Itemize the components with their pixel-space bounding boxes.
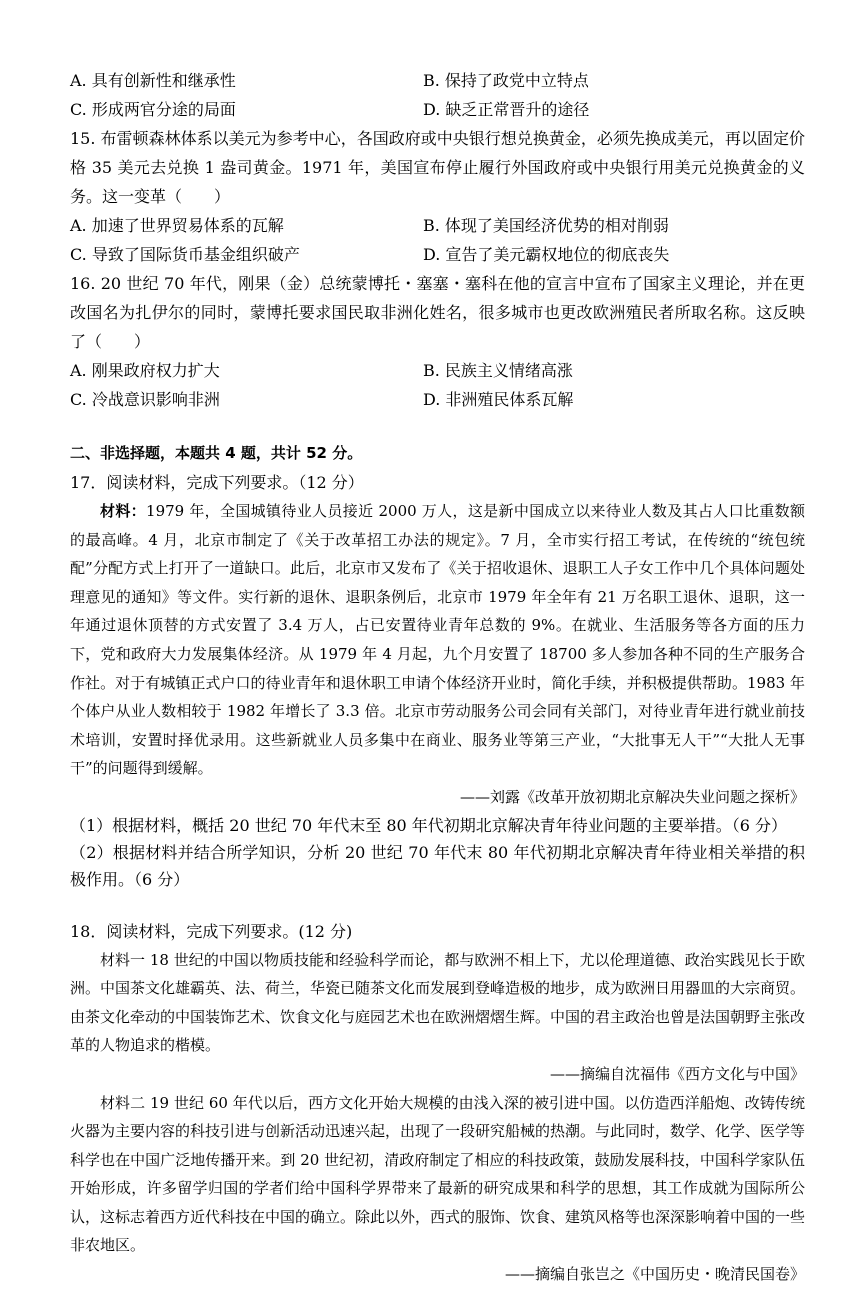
q17-stem: 17．阅读材料，完成下列要求。（12 分） — [70, 473, 364, 492]
q18-material-2: 材料二 19 世纪 60 年代以后，西方文化开始大规模的由浅入深的被引进中国。以仿造西洋船炮、改铸传统火器为主要内容的科技引进与创新活动迅速兴起，出现了一段研究船械的热潮。与此同时，数学、化学、医学等科学也在中国广泛地传播开来。到 20 世纪初，清政府制定了相应的科技政策，鼓励发展科技，中国科学家队伍开始形成，许多留学归国的学者们给中国科学界带来了最新的研究成果和科学的思想，其工作成就为国际所公认，这标志着西方近代科技在中国的确立。除此以外，西式的服饰、饮食、建筑风格等也深深影响着中国的一些非农地区。 — [70, 1093, 806, 1255]
q15-stem: 15. 布雷顿森林体系以美元为参考中心，各国政府或中央银行想兑换黄金，必须先换成美元，再以固定价格 35 美元去兑换 1 盎司黄金。1971 年，美国宣布停止履行外国政府或中央银行用美元兑换黄金的义务。这一变革（ ） — [70, 129, 805, 206]
q17-source: ——刘露《改革开放初期北京解决失业问题之探析》 — [459, 787, 805, 806]
q16-option-d[interactable]: D. 非洲殖民体系瓦解 — [423, 390, 574, 409]
q14-option-b[interactable]: B. 保持了政党中立特点 — [423, 71, 589, 90]
q15-option-b[interactable]: B. 体现了美国经济优势的相对削弱 — [423, 216, 669, 235]
q17-material — [70, 497, 805, 783]
q16-option-b[interactable]: B. 民族主义情绪高涨 — [423, 361, 573, 380]
q15-option-c[interactable]: C. 导致了国际货币基金组织破产 — [70, 245, 300, 264]
q14-option-a[interactable]: A. 具有创新性和继承性 — [70, 71, 236, 90]
q15-options — [70, 211, 805, 269]
q15-option-d[interactable]: D. 宣告了美元霸权地位的彻底丧失 — [423, 245, 670, 264]
q18-stem: 18．阅读材料，完成下列要求。(12 分) — [70, 921, 353, 941]
q14-option-d[interactable]: D. 缺乏正常晋升的途径 — [423, 100, 590, 119]
section-2-title: 二、非选择题，本题共 4 题，共计 52 分。 — [70, 444, 363, 462]
exam-page — [70, 66, 805, 1289]
q14-options — [70, 66, 805, 124]
q15-option-a[interactable]: A. 加速了世界贸易体系的瓦解 — [70, 216, 284, 235]
q17-sub-question-2: （2）根据材料并结合所学知识，分析 20 世纪 70 年代末 80 年代初期北京解决青年待业相关举措的积极作用。（6 分） — [70, 842, 805, 889]
q16-option-c[interactable]: C. 冷战意识影响非洲 — [70, 390, 220, 409]
q16-stem: 16. 20 世纪 70 年代，刚果（金）总统蒙博托・塞塞・塞科在他的宣言中宣布了国家主义理论，并在更改国名为扎伊尔的同时，蒙博托要求国民取非洲化姓名，很多城市也更改欧洲殖民者所取名称。这反映了（ ） — [70, 274, 805, 351]
q18-material-1: 材料一 18 世纪的中国以物质技能和经验科学而论，都与欧洲不相上下，尤以伦理道德、政治实践见长于欧洲。中国茶文化雄霸英、法、荷兰，华瓷已随茶文化而发展到登峰造极的地步，成为欧洲日用器皿的大宗商贸。由茶文化牵动的中国装饰艺术、饮食文化与庭园艺术也在欧洲熠熠生辉。中国的君主政治也曾是法国朝野主张改革的人物追求的楷模。 — [70, 950, 806, 1055]
q16-options — [70, 356, 805, 414]
spacer — [70, 893, 805, 917]
q17-material-text: 1979 年，全国城镇待业人员接近 2000 万人，这是新中国成立以来待业人数及其占人口比重数额的最高峰。4 月，北京市制定了《关于改革招工办法的规定》。7 月，全市实行招工考试，在传统的“统包统配”分配方式上打开了一道缺口。此后，北京市又发布了《关于招收退休、退职工人子女工作中几个具体问题处理意见的通知》等文件。实行新的退休、退职条例后，北京市 1979 年全年有 21 万名职工退休、退职，这一年通过退休顶替的方式安置了 3.4 万人，占已安置待业青年总数的 9%。在就业、生活服务等各方面的压力下，党和政府大力发展集体经济。从 1979 年 4 月起，九个月安置了 18700 多人参加各种不同的生产服务合作社。对于有城镇正式户口的待业青年和退休职工申请个体经济开业时，简化手续，并积极提供帮助。1983 年个体户从业人数相较于 1982 年增长了 3.3 倍。北京市劳动服务公司会同有关部门，对待业青年进行就业前技术培训，安置时择优录用。这些新就业人员多集中在商业、服务业等第三产业，“大批事无人干”“大批人无事干”的问题得到缓解。 — [70, 502, 805, 778]
q17-sub-question-1: （1）根据材料，概括 20 世纪 70 年代末至 80 年代初期北京解决青年待业问题的主要举措。（6 分） — [70, 815, 788, 835]
q18-source-1: ——摘编自沈福伟《西方文化与中国》 — [549, 1064, 805, 1083]
q14-option-c[interactable]: C. 形成两官分途的局面 — [70, 100, 236, 119]
q17-material-label: 材料： — [100, 502, 147, 520]
q18-source-2: ——摘编自张岂之《中国历史・晚清民国卷》 — [504, 1265, 805, 1284]
q16-option-a[interactable]: A. 刚果政府权力扩大 — [70, 361, 220, 380]
